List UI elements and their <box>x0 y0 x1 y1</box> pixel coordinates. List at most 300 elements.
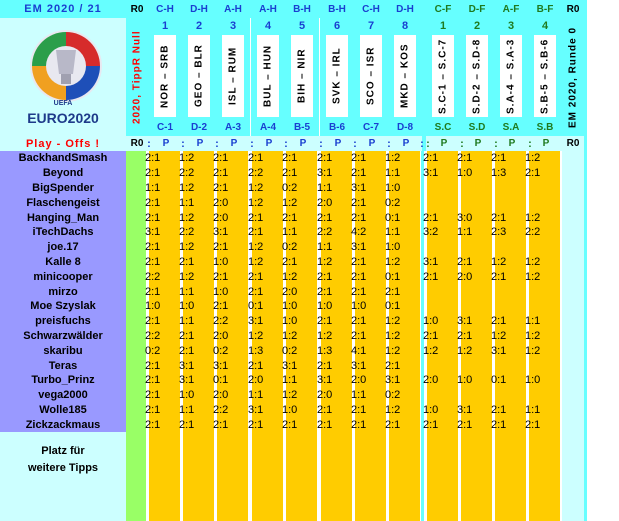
tip-cell[interactable]: 0:2 <box>145 344 161 357</box>
group-label-bottom: C-7 <box>362 121 380 133</box>
tip-cell[interactable]: 2:1 <box>282 152 298 165</box>
p-marker: P <box>474 138 482 149</box>
final-tip-cell[interactable]: 1:1 <box>457 226 473 239</box>
tip-cell[interactable]: 2:1 <box>145 211 161 224</box>
tip-cell[interactable]: 2:1 <box>351 211 367 224</box>
tip-cell[interactable]: 2:1 <box>351 255 367 268</box>
final-tip-cell[interactable] <box>491 284 513 299</box>
player-name[interactable]: minicooper <box>33 270 93 283</box>
tip-cell[interactable]: 1:2 <box>385 403 401 416</box>
tip-cell[interactable]: 2:1 <box>145 418 161 431</box>
final-tip-cell[interactable]: 3:1 <box>457 315 473 328</box>
tip-cell[interactable]: 1:0 <box>179 300 195 313</box>
tip-cell[interactable]: 1:2 <box>385 255 401 268</box>
tip-cell[interactable]: 3:1 <box>351 181 367 194</box>
player-name[interactable]: iTechDachs <box>32 226 94 239</box>
group-label-bottom: B-6 <box>328 121 346 133</box>
right-margin <box>584 0 619 521</box>
tip-cell[interactable]: 2:1 <box>145 152 161 165</box>
tip-cell[interactable]: 2:0 <box>248 374 264 387</box>
tip-cell[interactable]: 1:1 <box>248 389 264 402</box>
group-label-top: B-H <box>320 0 354 18</box>
p-marker: P <box>299 138 307 149</box>
final-tip-cell[interactable]: 2:1 <box>491 270 507 283</box>
final-tip-cell[interactable]: 1:2 <box>525 344 541 357</box>
tip-cell[interactable]: 3:1 <box>317 167 333 180</box>
tip-cell[interactable]: 2:0 <box>317 389 333 402</box>
tip-cell[interactable]: 1:3 <box>317 344 333 357</box>
final-label-bottom: S.B <box>536 121 554 133</box>
right-strip <box>562 151 584 521</box>
final-tip-cell[interactable] <box>423 284 445 299</box>
final-tip-cell[interactable] <box>525 240 547 255</box>
final-tip-cell[interactable] <box>491 358 513 373</box>
player-name[interactable]: BackhandSmash <box>18 152 108 165</box>
final-tip-cell[interactable]: 1:2 <box>525 255 541 268</box>
final-tip-cell[interactable]: 0:1 <box>491 374 507 387</box>
tip-cell[interactable]: 0:2 <box>213 344 229 357</box>
tip-cell[interactable]: 2:0 <box>351 374 367 387</box>
tip-cell[interactable]: 2:1 <box>282 418 298 431</box>
final-tip-cell[interactable] <box>423 388 445 403</box>
tip-cell[interactable]: 2:1 <box>145 374 161 387</box>
player-name[interactable]: Turbo_Prinz <box>31 374 95 387</box>
tip-cell[interactable]: 2:1 <box>317 359 333 372</box>
colon: : <box>181 137 185 150</box>
match-number: 3 <box>229 20 237 32</box>
final-tip-cell[interactable] <box>423 240 445 255</box>
colon: : <box>426 137 430 150</box>
tip-cell[interactable]: 2:0 <box>282 285 298 298</box>
player-name[interactable]: BigSpender <box>32 181 94 194</box>
p-marker: P <box>508 138 516 149</box>
group-label-bottom: D-2 <box>190 121 208 133</box>
final-tip-cell[interactable]: 1:2 <box>525 211 541 224</box>
final-tip-cell[interactable]: 2:0 <box>423 374 439 387</box>
group-label-top: B-H <box>285 0 319 18</box>
player-name[interactable]: Zickzackmaus <box>25 418 101 431</box>
tip-cell[interactable]: 1:1 <box>179 285 195 298</box>
final-label-bottom: S.A <box>502 121 520 133</box>
tip-cell[interactable]: 2:1 <box>145 285 161 298</box>
colon: : <box>387 137 391 150</box>
tip-cell[interactable]: 2:1 <box>351 285 367 298</box>
tip-cell[interactable]: 2:1 <box>213 167 229 180</box>
tip-cell[interactable]: 1:1 <box>179 315 195 328</box>
tip-cell[interactable]: 2:0 <box>213 196 229 209</box>
tip-cell[interactable]: 2:1 <box>213 300 229 313</box>
tip-cell[interactable]: 3:1 <box>179 374 195 387</box>
tip-cell[interactable]: 2:1 <box>317 315 333 328</box>
final-tip-cell[interactable]: 1:1 <box>525 403 541 416</box>
final-tip-cell[interactable] <box>423 299 445 314</box>
tip-cell[interactable]: 2:1 <box>351 329 367 342</box>
final-tip-cell[interactable]: 2:1 <box>491 418 507 431</box>
final-tip-cell[interactable]: 2:1 <box>423 211 439 224</box>
tip-cell[interactable]: 2:1 <box>248 152 264 165</box>
final-tip-cell[interactable]: 2:1 <box>423 270 439 283</box>
final-tip-cell[interactable]: 3:1 <box>491 344 507 357</box>
player-name[interactable]: Flaschengeist <box>26 196 100 209</box>
tip-cell[interactable]: 2:1 <box>351 152 367 165</box>
final-tip-cell[interactable]: 1:2 <box>423 344 439 357</box>
tip-cell[interactable]: 2:1 <box>213 418 229 431</box>
tip-cell[interactable]: 4:1 <box>351 344 367 357</box>
final-tip-cell[interactable]: 2:1 <box>457 255 473 268</box>
final-tip-cell[interactable] <box>525 299 547 314</box>
final-tip-cell[interactable] <box>457 358 479 373</box>
tip-cell[interactable]: 2:0 <box>317 196 333 209</box>
tip-cell[interactable]: 1:1 <box>179 196 195 209</box>
tip-cell[interactable]: 3:1 <box>248 403 264 416</box>
tip-cell[interactable]: 1:1 <box>385 167 401 180</box>
tip-cell[interactable]: 0:2 <box>282 344 298 357</box>
playoffs-label: Play - Offs ! <box>0 136 126 151</box>
final-tip-cell[interactable] <box>423 195 445 210</box>
tip-cell[interactable]: 1:0 <box>385 181 401 194</box>
final-tip-cell[interactable]: 2:1 <box>525 167 541 180</box>
tip-cell[interactable]: 2:1 <box>317 270 333 283</box>
tip-cell[interactable]: 1:0 <box>282 300 298 313</box>
tip-cell[interactable]: 2:1 <box>317 403 333 416</box>
tip-cell[interactable]: 2:1 <box>317 285 333 298</box>
final-tip-cell[interactable]: 2:1 <box>457 152 473 165</box>
group-label-bottom: C-1 <box>156 121 174 133</box>
final-number: 4 <box>541 20 549 32</box>
tip-cell[interactable]: 1:2 <box>248 329 264 342</box>
tip-cell[interactable]: 1:0 <box>213 255 229 268</box>
final-tip-cell[interactable]: 2:1 <box>491 403 507 416</box>
final-tip-cell[interactable] <box>491 181 513 196</box>
final-tip-cell[interactable] <box>457 284 479 299</box>
tip-cell[interactable]: 2:1 <box>179 418 195 431</box>
p-marker: P <box>230 138 238 149</box>
tip-cell[interactable]: 2:1 <box>282 255 298 268</box>
tip-cell[interactable]: 2:1 <box>145 241 161 254</box>
final-tip-cell[interactable]: 1:0 <box>457 167 473 180</box>
title-cell: EM 2020 / 21 <box>0 0 126 18</box>
player-name[interactable]: Teras <box>48 359 78 372</box>
final-tip-cell[interactable]: 1:0 <box>525 374 541 387</box>
tip-cell[interactable]: 1:2 <box>248 255 264 268</box>
tip-cell[interactable]: 2:1 <box>385 359 401 372</box>
tip-cell[interactable]: 2:1 <box>248 285 264 298</box>
match-teams: BUL – HUN <box>257 35 279 117</box>
final-tip-cell[interactable] <box>491 388 513 403</box>
tip-cell[interactable]: 2:1 <box>179 329 195 342</box>
tip-cell[interactable]: 4:2 <box>351 226 367 239</box>
player-name[interactable]: Kalle 8 <box>45 255 81 268</box>
final-tip-cell[interactable]: 3:2 <box>423 226 439 239</box>
tip-cell[interactable]: 2:1 <box>213 181 229 194</box>
tip-cell[interactable]: 2:1 <box>248 226 264 239</box>
final-tip-cell[interactable]: 2:1 <box>423 418 439 431</box>
final-tip-cell[interactable]: 2:2 <box>525 226 541 239</box>
final-group-top: D-F <box>460 0 494 18</box>
final-tip-cell[interactable] <box>525 181 547 196</box>
tip-cell[interactable]: 2:1 <box>282 211 298 224</box>
colon: : <box>494 137 498 150</box>
group-label-bottom: D-8 <box>396 121 414 133</box>
final-tip-cell[interactable] <box>457 181 479 196</box>
tip-cell[interactable]: 2:1 <box>385 285 401 298</box>
final-tip-cell[interactable]: 1:2 <box>457 344 473 357</box>
final-tip-cell[interactable]: 1:2 <box>525 329 541 342</box>
tip-cell[interactable]: 2:1 <box>145 315 161 328</box>
tip-cell[interactable]: 2:0 <box>213 211 229 224</box>
tip-cell[interactable]: 1:2 <box>248 181 264 194</box>
tip-cell[interactable]: 3:1 <box>179 359 195 372</box>
tip-cell[interactable]: 1:2 <box>385 315 401 328</box>
final-teams: S.C-1 – S.C-7 <box>432 35 454 117</box>
tip-cell[interactable]: 2:1 <box>351 270 367 283</box>
tip-cell[interactable]: 1:2 <box>282 270 298 283</box>
tip-cell[interactable]: 2:1 <box>317 152 333 165</box>
tip-cell[interactable]: 1:3 <box>248 344 264 357</box>
final-number: 1 <box>439 20 447 32</box>
tip-cell[interactable]: 2:0 <box>213 329 229 342</box>
tip-cell[interactable]: 0:1 <box>248 300 264 313</box>
tip-cell[interactable]: 0:1 <box>213 374 229 387</box>
final-tip-cell[interactable]: 1:2 <box>525 270 541 283</box>
final-tip-cell[interactable] <box>491 299 513 314</box>
final-tip-cell[interactable]: 3:1 <box>423 255 439 268</box>
tip-cell[interactable]: 1:1 <box>282 226 298 239</box>
tip-cell[interactable]: 1:0 <box>282 315 298 328</box>
final-tip-cell[interactable]: 2:1 <box>525 418 541 431</box>
final-tip-cell[interactable]: 2:1 <box>423 152 439 165</box>
tip-cell[interactable]: 0:2 <box>282 241 298 254</box>
match-number: 2 <box>195 20 203 32</box>
tip-cell[interactable]: 2:1 <box>179 255 195 268</box>
tip-cell[interactable]: 0:1 <box>385 211 401 224</box>
tip-cell[interactable]: 2:1 <box>248 359 264 372</box>
player-name[interactable]: mirzo <box>48 285 78 298</box>
player-name[interactable]: preisfuchs <box>35 315 91 328</box>
tip-cell[interactable]: 1:2 <box>317 255 333 268</box>
tip-cell[interactable]: 1:1 <box>282 374 298 387</box>
tip-cell[interactable]: 3:1 <box>213 359 229 372</box>
tip-cell[interactable]: 0:2 <box>282 181 298 194</box>
colon: : <box>528 137 532 150</box>
tip-cell[interactable]: 1:2 <box>282 389 298 402</box>
tip-cell[interactable]: 1:2 <box>179 152 195 165</box>
tip-cell[interactable]: 2:1 <box>145 196 161 209</box>
tip-cell[interactable]: 1:2 <box>179 241 195 254</box>
logo-text: EURO2020 <box>27 110 99 126</box>
final-tip-cell[interactable] <box>457 195 479 210</box>
r0-row-label: R0 <box>126 136 148 151</box>
p-marker: P <box>402 138 410 149</box>
final-tip-cell[interactable]: 1:0 <box>423 403 439 416</box>
final-tip-cell[interactable]: 1:0 <box>457 374 473 387</box>
group-label-bottom: B-5 <box>293 121 311 133</box>
tip-cell[interactable]: 2:2 <box>179 226 195 239</box>
final-tip-cell[interactable] <box>457 299 479 314</box>
tip-cell[interactable]: 2:2 <box>145 329 161 342</box>
final-tip-cell[interactable] <box>525 195 547 210</box>
left-vertical-label: 2020, TippR Null <box>131 30 143 124</box>
final-tip-cell[interactable] <box>525 284 547 299</box>
final-tip-cell[interactable] <box>457 388 479 403</box>
tip-cell[interactable]: 2:2 <box>213 315 229 328</box>
match-teams: GEO – BLR <box>188 35 210 117</box>
tip-cell[interactable]: 3:1 <box>317 374 333 387</box>
tip-cell[interactable]: 1:0 <box>317 300 333 313</box>
tip-cell[interactable]: 1:2 <box>179 270 195 283</box>
tip-cell[interactable]: 1:1 <box>145 181 161 194</box>
tip-cell[interactable]: 1:2 <box>385 344 401 357</box>
tip-cell[interactable]: 2:2 <box>179 167 195 180</box>
final-tip-cell[interactable]: 3:1 <box>423 167 439 180</box>
colon: : <box>319 137 323 150</box>
tip-cell[interactable]: 1:2 <box>385 152 401 165</box>
tip-cell[interactable]: 2:1 <box>248 270 264 283</box>
tip-cell[interactable]: 0:2 <box>385 389 401 402</box>
tip-cell[interactable]: 1:2 <box>282 196 298 209</box>
final-tip-cell[interactable]: 2:1 <box>423 329 439 342</box>
player-name[interactable]: Schwarzwälder <box>23 329 103 342</box>
tip-cell[interactable]: 3:1 <box>248 315 264 328</box>
tip-cell[interactable]: 2:1 <box>351 403 367 416</box>
player-name[interactable]: vega2000 <box>38 389 88 402</box>
tip-cell[interactable]: 3:1 <box>351 241 367 254</box>
tip-cell[interactable]: 2:1 <box>317 211 333 224</box>
tip-cell[interactable]: 0:2 <box>385 196 401 209</box>
tip-cell[interactable]: 1:0 <box>145 300 161 313</box>
player-name[interactable]: Hanging_Man <box>26 211 100 224</box>
tip-cell[interactable]: 2:0 <box>213 389 229 402</box>
player-name[interactable]: joe.17 <box>47 241 79 254</box>
tip-cell[interactable]: 3:1 <box>213 226 229 239</box>
tip-cell[interactable]: 3:1 <box>145 226 161 239</box>
final-tip-cell[interactable]: 1:2 <box>491 329 507 342</box>
r0-cell: R0 <box>126 0 148 18</box>
final-tip-cell[interactable]: 1:3 <box>491 167 507 180</box>
final-tip-cell[interactable] <box>525 388 547 403</box>
tip-cell[interactable]: 1:0 <box>179 389 195 402</box>
r0-row-label-right: R0 <box>562 136 584 151</box>
tip-cell[interactable]: 2:1 <box>385 418 401 431</box>
tip-cell[interactable]: 1:2 <box>248 196 264 209</box>
tip-cell[interactable]: 1:0 <box>213 285 229 298</box>
final-group-top: B-F <box>528 0 562 18</box>
tip-cell[interactable]: 1:2 <box>248 241 264 254</box>
match-teams: MKD – KOS <box>394 35 416 117</box>
tip-cell[interactable]: 2:1 <box>145 389 161 402</box>
tip-cell[interactable]: 0:1 <box>385 270 401 283</box>
group-label-top: C-H <box>354 0 388 18</box>
tip-cell[interactable]: 2:1 <box>317 418 333 431</box>
p-marker: P <box>440 138 448 149</box>
tip-cell[interactable]: 1:0 <box>385 241 401 254</box>
final-tip-cell[interactable]: 2:1 <box>491 315 507 328</box>
tip-cell[interactable]: 2:1 <box>145 167 161 180</box>
final-tip-cell[interactable]: 2:1 <box>457 329 473 342</box>
tip-cell[interactable]: 1:2 <box>179 181 195 194</box>
final-tip-cell[interactable]: 3:0 <box>457 211 473 224</box>
tip-cell[interactable]: 1:0 <box>351 300 367 313</box>
tip-cell[interactable]: 2:1 <box>145 403 161 416</box>
final-tip-cell[interactable]: 1:1 <box>525 315 541 328</box>
tip-cell[interactable]: 2:1 <box>351 418 367 431</box>
group-label-top: D-H <box>388 0 422 18</box>
tip-cell[interactable]: 2:2 <box>317 226 333 239</box>
final-tip-cell[interactable] <box>491 240 513 255</box>
tip-cell[interactable]: 3:1 <box>385 374 401 387</box>
final-tip-cell[interactable]: 2:0 <box>457 270 473 283</box>
tip-cell[interactable]: 0:1 <box>385 300 401 313</box>
right-border <box>584 0 587 521</box>
tip-cell[interactable]: 1:1 <box>385 226 401 239</box>
tip-cell[interactable]: 3:1 <box>282 359 298 372</box>
group-label-top: D-H <box>182 0 216 18</box>
final-tip-cell[interactable] <box>525 358 547 373</box>
tip-cell[interactable]: 1:2 <box>179 211 195 224</box>
tip-cell[interactable]: 2:1 <box>213 270 229 283</box>
tip-cell[interactable]: 1:1 <box>317 181 333 194</box>
tip-cell[interactable]: 2:1 <box>282 167 298 180</box>
final-tip-cell[interactable]: 2:1 <box>491 211 507 224</box>
tip-cell[interactable]: 2:1 <box>179 344 195 357</box>
match-number: 8 <box>401 20 409 32</box>
r0-right-cell: R0 <box>562 0 584 18</box>
group-label-top: A-H <box>216 0 250 18</box>
tip-cell[interactable]: 2:1 <box>145 359 161 372</box>
tip-cell[interactable]: 2:1 <box>248 211 264 224</box>
match-number: 7 <box>367 20 375 32</box>
tip-cell[interactable]: 2:1 <box>351 167 367 180</box>
tip-cell[interactable]: 3:1 <box>351 359 367 372</box>
match-teams: SCO – ISR <box>360 35 382 117</box>
final-tip-cell[interactable]: 2:1 <box>457 418 473 431</box>
player-name[interactable]: Moe Szyslak <box>30 300 96 313</box>
tip-cell[interactable]: 2:1 <box>351 196 367 209</box>
tip-cell[interactable]: 2:2 <box>248 167 264 180</box>
tip-cell[interactable]: 1:2 <box>282 329 298 342</box>
tip-cell[interactable]: 1:2 <box>385 329 401 342</box>
player-name[interactable]: skaribu <box>43 344 83 357</box>
tip-cell[interactable]: 2:2 <box>213 403 229 416</box>
tip-cell[interactable]: 1:2 <box>317 329 333 342</box>
final-tip-cell[interactable] <box>457 240 479 255</box>
tip-cell[interactable]: 1:1 <box>179 403 195 416</box>
final-tip-cell[interactable] <box>491 195 513 210</box>
tip-cell[interactable]: 2:1 <box>145 255 161 268</box>
final-tip-cell[interactable]: 2:3 <box>491 226 507 239</box>
final-tip-cell[interactable]: 1:2 <box>491 255 507 268</box>
tip-cell[interactable]: 1:0 <box>282 403 298 416</box>
player-name[interactable]: Wolle185 <box>39 403 87 416</box>
tip-cell[interactable]: 2:2 <box>145 270 161 283</box>
tip-cell[interactable]: 2:1 <box>213 152 229 165</box>
tip-cell[interactable]: 1:1 <box>317 241 333 254</box>
tip-cell[interactable]: 2:1 <box>213 241 229 254</box>
tip-cell[interactable]: 2:1 <box>351 315 367 328</box>
final-tip-cell[interactable] <box>423 181 445 196</box>
player-name[interactable]: Beyond <box>42 167 84 180</box>
tip-cell[interactable]: 2:1 <box>248 418 264 431</box>
final-tip-cell[interactable]: 1:0 <box>423 315 439 328</box>
tip-cell[interactable]: 1:1 <box>351 389 367 402</box>
final-teams: S.D-2 – S.D-8 <box>466 35 488 117</box>
final-tip-cell[interactable]: 2:1 <box>491 152 507 165</box>
final-tip-cell[interactable]: 3:1 <box>457 403 473 416</box>
final-tip-cell[interactable] <box>423 358 445 373</box>
final-teams: S.B-5 – S.B-6 <box>534 35 556 117</box>
colon: : <box>420 137 424 150</box>
final-tip-cell[interactable]: 1:2 <box>525 152 541 165</box>
